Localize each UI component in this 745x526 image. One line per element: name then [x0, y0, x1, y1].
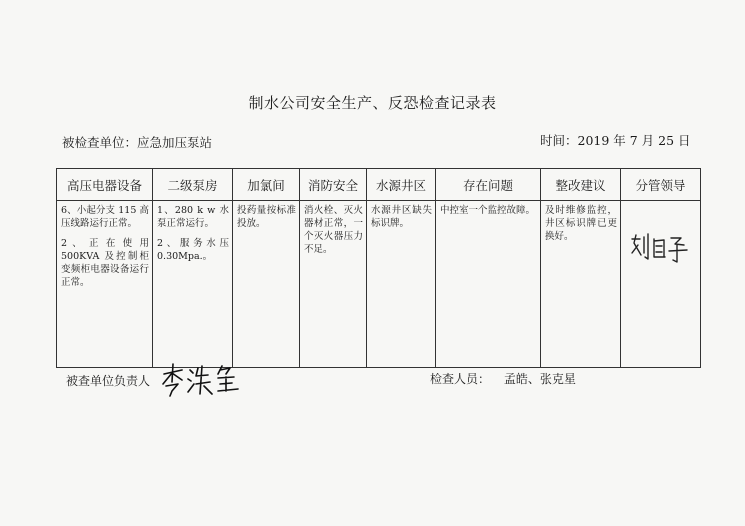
cell-text: 中控室一个监控故障。 — [440, 205, 536, 216]
header-chlorination-room: 加氯间 — [233, 169, 300, 201]
header-well-area: 水源井区 — [367, 169, 436, 201]
responsible-person-label: 被查单位负责人 — [66, 374, 151, 388]
cell-suggestions — [541, 201, 621, 368]
table-header-row — [57, 169, 701, 201]
cell-text: 及时维修监控，井区标识牌已更换好。 — [545, 205, 617, 242]
cell-text: 投药量按标准投放。 — [237, 205, 296, 229]
cell-leader — [621, 201, 701, 368]
inspectors-names: 孟皓、张克星 — [503, 372, 576, 386]
leader-signature — [629, 231, 689, 267]
header-secondary-pump-room: 二级泵房 — [153, 169, 233, 201]
record-table — [56, 168, 701, 368]
cell-text: 1、280 k w 水泵正常运行。 — [157, 205, 229, 229]
inspection-date: 时间：2019 年 7 月 25 日 — [540, 133, 691, 148]
cell-text: 2、服务水压 0.30Mpa.。 — [157, 238, 229, 262]
cell-text: 消火栓、灭火器材正常，一个灭火器压力不足。 — [304, 205, 363, 255]
inspectors-label: 检查人员： — [430, 372, 491, 386]
cell-secondary-pump-room — [153, 201, 233, 368]
header-suggestions: 整改建议 — [541, 169, 621, 201]
cell-text: 6、小起分支 115 高压线路运行正常。 — [61, 205, 149, 229]
page-title: 制水公司安全生产、反恐检查记录表 — [248, 94, 497, 112]
header-issues: 存在问题 — [436, 169, 541, 201]
cell-chlorination-room — [233, 201, 300, 368]
cell-text: 水源井区缺失标识牌。 — [371, 205, 432, 229]
cell-issues — [436, 201, 541, 368]
header-fire-safety: 消防安全 — [300, 169, 367, 201]
cell-hv-equipment — [57, 201, 153, 368]
inspectors — [430, 370, 576, 387]
cell-fire-safety — [300, 201, 367, 368]
table-row — [57, 201, 701, 368]
responsible-person-signature — [160, 360, 256, 398]
inspected-unit: 被检查单位：应急加压泵站 — [62, 135, 213, 150]
cell-well-area — [367, 201, 436, 368]
header-hv-equipment: 高压电器设备 — [57, 169, 153, 201]
header-leader: 分管领导 — [621, 169, 701, 201]
cell-text: 2 、 正 在 使 用 500KVA 及控制柜变频柜电器设备运行正常。 — [61, 238, 149, 288]
